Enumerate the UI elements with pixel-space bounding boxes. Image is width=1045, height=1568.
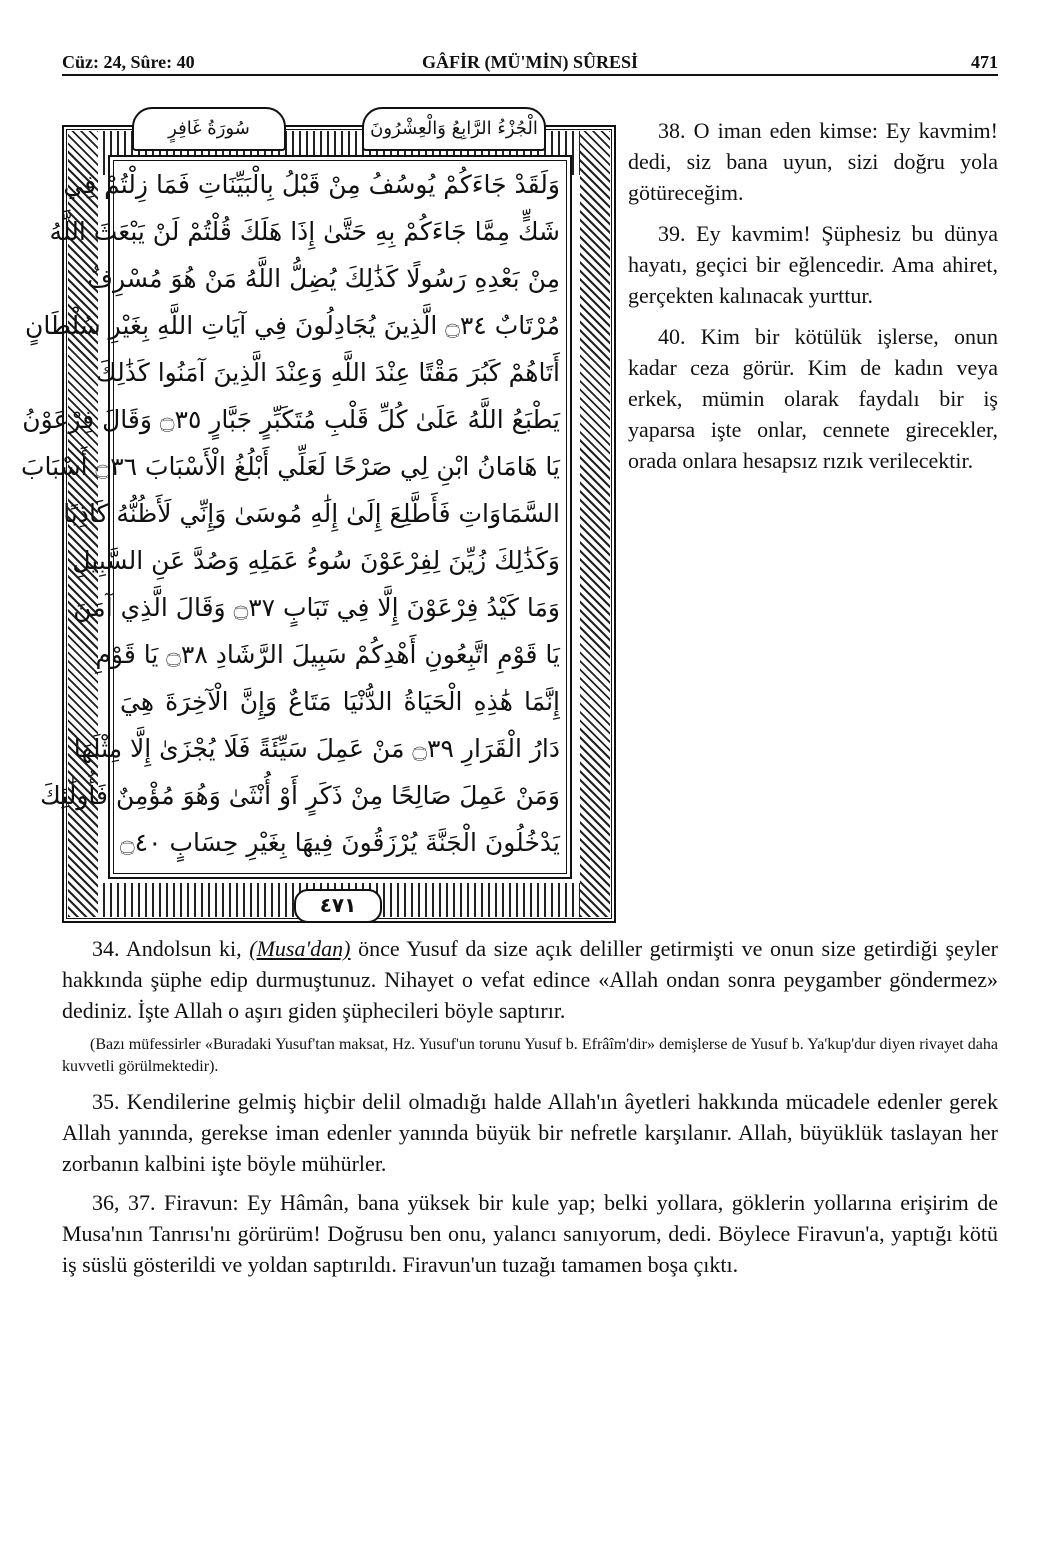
- arabic-line: دَارُ الْقَرَارِ ۝٣٩ مَنْ عَمِلَ سَيِّئَةً فَلَا يُجْزَىٰ إِلَّا مِثْلَهَا: [73, 734, 560, 763]
- surah-title: GÂFİR (MÜ'MİN) SÛRESİ: [422, 52, 638, 72]
- verse-38: 38. O iman eden kimse: Ey kavmim! dedi, siz bana uyun, sizi doğru yola götüreceğim.: [628, 118, 998, 205]
- arabic-line: أَتَاهُمْ كَبُرَ مَقْتًا عِنْدَ اللَّهِ وَعِنْدَ الَّذِينَ آمَنُوا كَذَٰلِكَ: [96, 358, 560, 387]
- juz-cartouche: الْجُزْءُ الرَّابِعُ وَالْعِشْرُونَ: [362, 107, 546, 151]
- arabic-line: يَا قَوْمِ اتَّبِعُونِ أَهْدِكُمْ سَبِيلَ الرَّشَادِ ۝٣٨ يَا قَوْمِ: [95, 640, 560, 669]
- page-header: [62, 50, 998, 76]
- verse-40: 40. Kim bir kötülük işlerse, onun kadar ceza görür. Kim de kadın veya erkek, mümin olarak faydalı bir iş yaparsa işte onlar, cennete girecekler, orada onlara hesapsız rızık verilecektir.: [628, 324, 998, 473]
- right-column: [628, 115, 998, 486]
- page-number: 471: [971, 52, 998, 72]
- surah-cartouche: سُورَةُ غَافِرٍ: [132, 107, 286, 151]
- footnote: (Bazı müfessirler «Buradaki Yusuf'tan maksat, Hz. Yusuf'un torunu Yusuf b. Efrâîm'dir» demişlerse de Yusuf b. Ya'kup'dur diyen rivayet daha kuvvetli görülmektedir).: [62, 1036, 998, 1075]
- arabic-line: يَطْبَعُ اللَّهُ عَلَىٰ كُلِّ قَلْبِ مُتَكَبِّرٍ جَبَّارٍ ۝٣٥ وَقَالَ فِرْعَوْنُ: [22, 405, 560, 434]
- emphasis: (Musa'dan): [249, 936, 351, 961]
- arabic-line: يَا هَامَانُ ابْنِ لِي صَرْحًا لَعَلِّي أَبْلُغُ الْأَسْبَابَ ۝٣٦ أَسْبَابَ: [21, 452, 560, 481]
- arabic-line: وَمَا كَيْدُ فِرْعَوْنَ إِلَّا فِي تَبَابٍ ۝٣٧ وَقَالَ الَّذِي آمَنَ: [73, 593, 560, 622]
- ornament-right: [580, 131, 610, 917]
- arabic-line: شَكٍّ مِمَّا جَاءَكُمْ بِهِ حَتَّىٰ إِذَا هَلَكَ قُلْتُمْ لَنْ يَبْعَثَ اللَّهُ: [49, 217, 560, 246]
- verse-36-37: 36, 37. Firavun: Ey Hâmân, bana yüksek bir kule yap; belki yollara, göklerin yollarına erişirim de Musa'nın Tanrısı'nı görürüm! Doğrusu ben onu, yalancı sanıyorum, dedi. Böylece Firavun'a, yaptığı kötü iş süslü gösterildi ve yoldan saptırıldı. Firavun'un tuzağı tamamen boşa çıktı.: [62, 1190, 998, 1277]
- arabic-line: وَمَنْ عَمِلَ صَالِحًا مِنْ ذَكَرٍ أَوْ أُنْثَىٰ وَهُوَ مُؤْمِنٌ فَأُولَٰئِكَ: [40, 781, 560, 810]
- mushaf-page-image: [21, 103, 616, 923]
- arabic-line: يَدْخُلُونَ الْجَنَّةَ يُرْزَقُونَ فِيهَا بِغَيْرِ حِسَابٍ ۝٤٠: [120, 828, 560, 857]
- arabic-text-box: [21, 155, 572, 879]
- translation-body: [62, 933, 998, 1288]
- verse-34: 34. Andolsun ki, (Musa'dan) önce Yusuf da size açık deliller getirmişti ve onun size getirdiği şeyler hakkında şüphe edip durmuştunuz. Nihayet o vefat edince «Allah ondan sonra peygamber göndermez» dediniz. İşte Allah o aşırı giden şüphecileri böyle saptırır.: [62, 936, 999, 1023]
- arabic-line: السَّمَاوَاتِ فَأَطَّلِعَ إِلَىٰ إِلَٰهِ مُوسَىٰ وَإِنِّي لَأَظُنُّهُ كَاذِبًا: [63, 499, 560, 528]
- arabic-page-number: ٤٧١: [294, 889, 382, 923]
- arabic-line: إِنَّمَا هَٰذِهِ الْحَيَاةُ الدُّنْيَا مَتَاعٌ وَإِنَّ الْآخِرَةَ هِيَ: [120, 687, 560, 716]
- verse-39: 39. Ey kavmim! Şüphesiz bu dünya hayatı, geçici bir eğlencedir. Ama ahiret, gerçekten kalınacak yurttur.: [628, 221, 998, 308]
- arabic-line: وَلَقَدْ جَاءَكُمْ يُوسُفُ مِنْ قَبْلُ بِالْبَيِّنَاتِ فَمَا زِلْتُمْ فِي: [63, 170, 560, 199]
- arabic-line: مُرْتَابٌ ۝٣٤ الَّذِينَ يُجَادِلُونَ فِي آيَاتِ اللَّهِ بِغَيْرِ سُلْطَانٍ: [25, 311, 560, 340]
- juz-surah-info: Cüz: 24, Sûre: 40: [62, 52, 195, 72]
- arabic-line: مِنْ بَعْدِهِ رَسُولًا كَذَٰلِكَ يُضِلُّ اللَّهُ مَنْ هُوَ مُسْرِفٌ: [87, 264, 560, 293]
- arabic-line: وَكَذَٰلِكَ زُيِّنَ لِفِرْعَوْنَ سُوءُ عَمَلِهِ وَصُدَّ عَنِ السَّبِيلِ: [72, 546, 560, 575]
- verse-35: 35. Kendilerine gelmiş hiçbir delil olmadığı halde Allah'ın âyetleri hakkında mücadele edenler gerek Allah yanında, gerekse iman edenler yanında büyük bir nefretle karşılanır. Allah, büyüklük taslayan her zorbanın kalbini işte böyle mühürler.: [62, 1089, 998, 1176]
